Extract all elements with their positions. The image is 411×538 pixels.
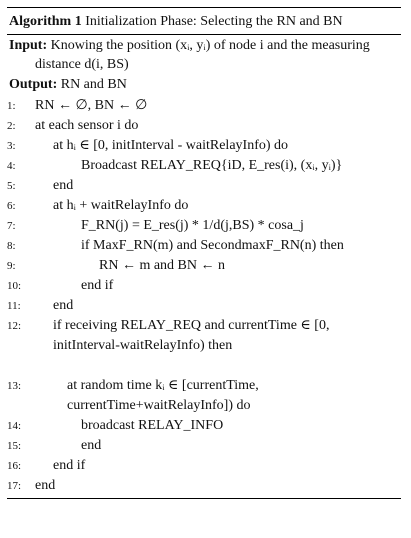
line-8: 8: if MaxF_RN(m) and SecondmaxF_RN(n) then (7, 238, 344, 253)
line-11: 11: end (7, 298, 74, 313)
line-6: 6: at hᵢ + waitRelayInfo do (7, 198, 189, 213)
output-block (7, 75, 401, 94)
line-10: 10: end if (7, 278, 114, 293)
input-block (7, 36, 401, 74)
line-9: 9: RN ← m and BN ← n (7, 258, 225, 273)
line-15: 15: end (7, 438, 102, 453)
output-label: Output: (9, 77, 58, 92)
algorithm-box (7, 7, 401, 499)
line-7: 7: F_RN(j) = E_res(j) * 1/d(j,BS) * cosa_j (7, 218, 304, 233)
input-text: Knowing the position (xᵢ, yᵢ) of node i and the measuring distance d(i, BS) (35, 38, 370, 72)
input-label: Input: (9, 38, 48, 53)
line-3: 3: at hᵢ ∈ [0, initInterval - waitRelayInfo) do (7, 138, 289, 153)
algorithm-label: Algorithm 1 (9, 14, 82, 29)
line-2: 2: at each sensor i do (7, 118, 139, 133)
algorithm-title: Initialization Phase: Selecting the RN and BN (85, 14, 343, 29)
line-4: 4: Broadcast RELAY_REQ{iD, E_res(i), (xᵢ, yᵢ)} (7, 158, 343, 173)
algorithm-lines (7, 96, 401, 496)
line-13: 13: at random time kᵢ ∈ [currentTime, currentTime+waitRelayInfo]) do (7, 378, 259, 413)
line-16: 16: end if (7, 458, 86, 473)
line-14: 14: broadcast RELAY_INFO (7, 418, 224, 433)
output-text: RN and BN (60, 77, 127, 92)
line-5: 5: end (7, 178, 74, 193)
algorithm-caption (7, 8, 401, 35)
line-17: 17: end (7, 478, 56, 493)
line-1: 1: RN ← ∅, BN ← ∅ (7, 98, 148, 113)
line-12: 12: if receiving RELAY_REQ and currentTime ∈ [0, initInterval-waitRelayInfo) then (7, 318, 330, 353)
